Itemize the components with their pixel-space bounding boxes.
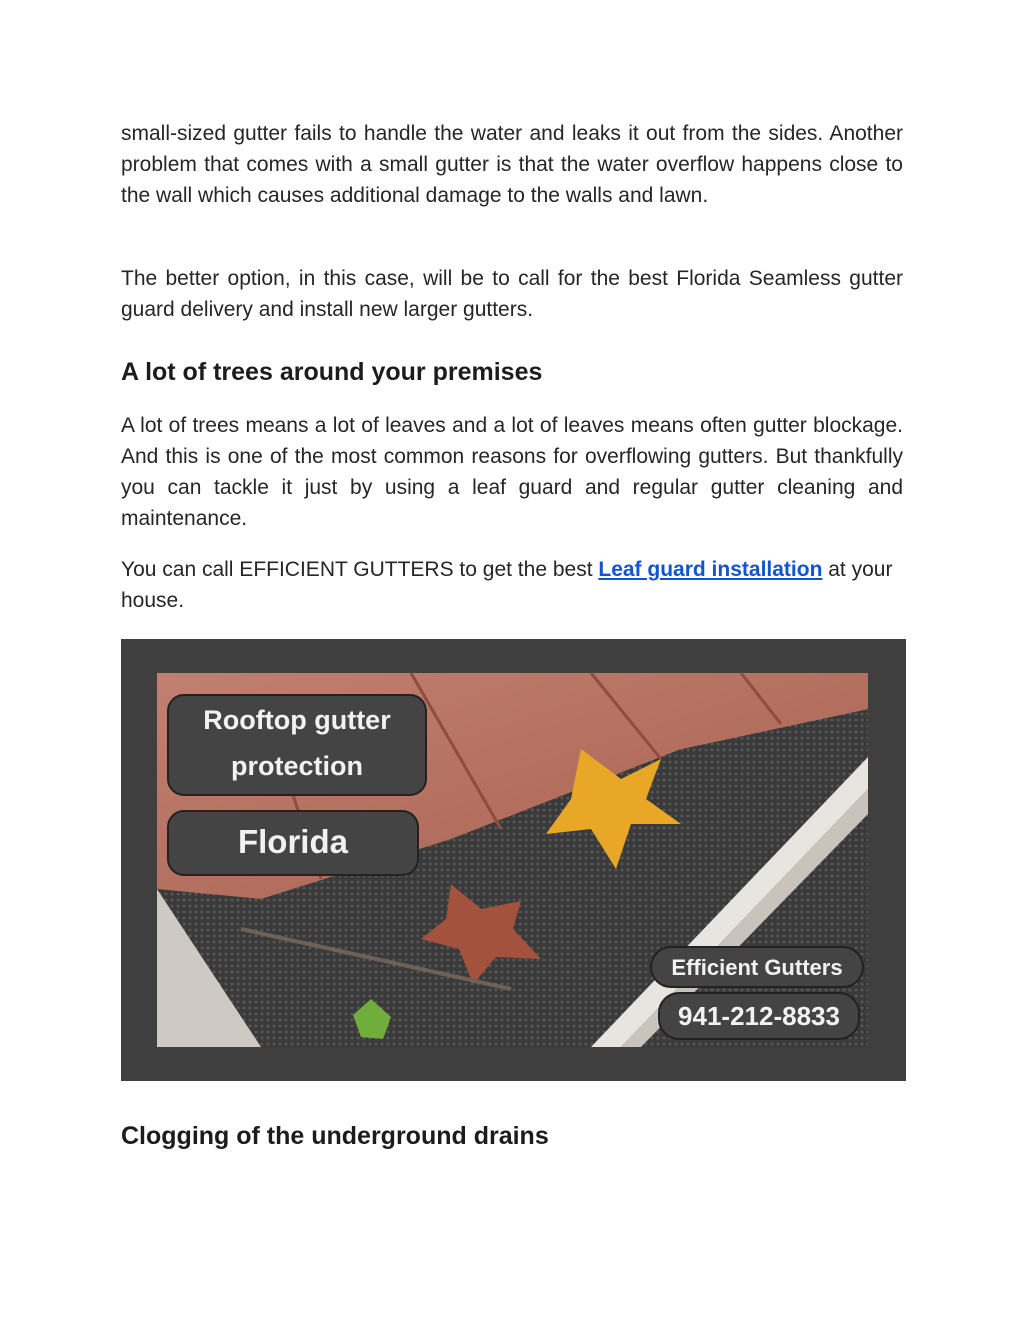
label-efficient-gutters: Efficient Gutters <box>671 955 843 980</box>
call-text-end: at your house. <box>121 558 893 612</box>
section-heading-drains: Clogging of the underground drains <box>121 1122 549 1150</box>
paragraph-better-option: The better option, in this case, will be to call for the best Florida Seamless gutter guard delivery and install new larger gutters. <box>121 267 903 321</box>
gutter-guard-illustration <box>121 639 906 1081</box>
paragraph-gutter-size: small-sized gutter fails to handle the water and leaks it out from the sides. Another problem that comes with a small gutter is that the water overflow happens close to the wall which causes additional damage to the walls and lawn. <box>121 122 903 207</box>
call-text: You can call EFFICIENT GUTTERS to get the best <box>121 558 599 581</box>
paragraph-call-efficient <box>121 554 903 616</box>
label-rooftop-gutter: Rooftop gutter <box>203 705 391 735</box>
badge-rooftop <box>168 695 426 795</box>
label-protection: protection <box>231 751 363 781</box>
label-florida: Florida <box>237 823 349 860</box>
badge-florida <box>168 811 418 875</box>
gutter-guard-image <box>121 639 906 1081</box>
badge-company <box>651 947 863 987</box>
label-phone-number: 941-212-8833 <box>678 1001 840 1031</box>
paragraph-trees: A lot of trees means a lot of leaves and a lot of leaves means often gutter blockage. And this is one of the most common reasons for overflowing gutters. But thankfully you can tackle it just by using a leaf guard and regular gutter cleaning and maintenance. <box>121 414 903 530</box>
section-heading-trees: A lot of trees around your premises <box>121 358 543 386</box>
badge-phone <box>659 993 859 1039</box>
leaf-guard-installation-link[interactable]: Leaf guard installation <box>598 558 823 581</box>
